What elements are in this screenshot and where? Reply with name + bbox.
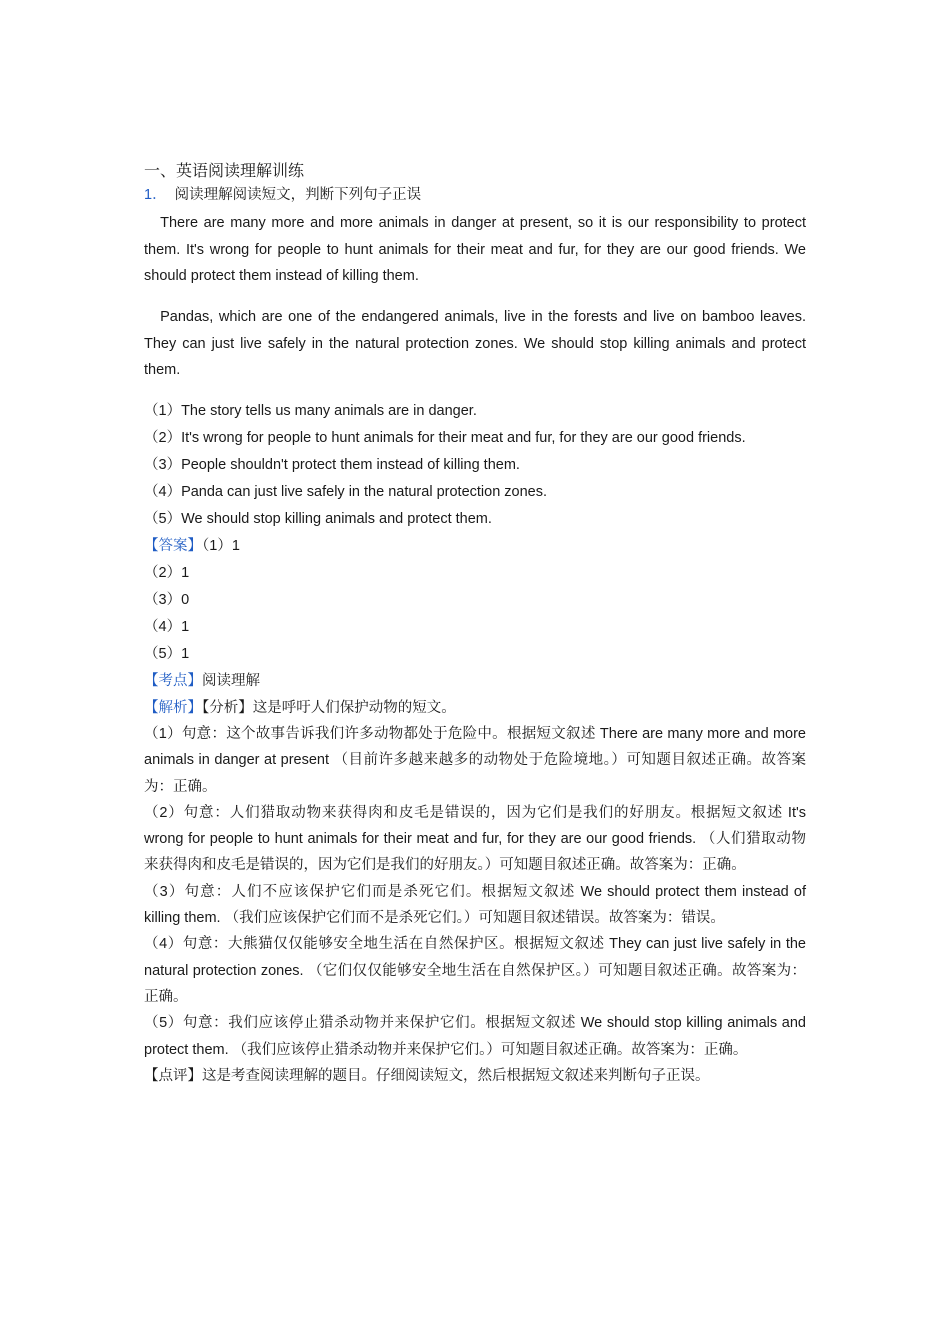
question-number: 1．: [144, 187, 167, 203]
question-instruction: 阅读理解阅读短文，判断下列句子正误: [174, 187, 422, 203]
solution-1: （1）句意：这个故事告诉我们许多动物都处于危险中。根据短文叙述 There are many more and more animals in danger at present （目前许多越来越多的动物处于危险境地。）可知题目叙述正确。故答案为：正确。: [144, 726, 806, 795]
answer-row: [144, 533, 806, 560]
statement-5: （5）We should stop killing animals and protect them.: [144, 511, 492, 527]
section-title: 一、英语阅读理解训练: [144, 161, 305, 180]
answer-4: （4）1: [144, 619, 190, 635]
jiexi-row: [144, 695, 806, 721]
kaodian-label: 【考点】: [144, 673, 202, 689]
dianping-row: 【点评】这是考查阅读理解的题目。仔细阅读短文，然后根据短文叙述来判断句子正误。: [144, 1067, 710, 1084]
question-header: [144, 184, 806, 206]
passage-paragraph-1: There are many more and more animals in danger at present, so it is our responsibility to protect them. It's wrong for people to hunt animals for their meat and fur, for they are our good friends. We should protect them instead of killing them.: [144, 215, 806, 284]
solution-5: （5）句意：我们应该停止猎杀动物并来保护它们。根据短文叙述 We should stop killing animals and protect them. （我们应该停止猎杀动物并来保护它们。）可知题目叙述正确。故答案为：正确。: [144, 1015, 806, 1058]
answer-label: 【答案】: [144, 538, 202, 554]
jiexi-label: 【解析】: [144, 700, 202, 716]
solution-3: （3）句意：人们不应该保护它们而是杀死它们。根据短文叙述 We should protect them instead of killing them. （我们应该保护它们而不是杀死它们。）可知题目叙述错误。故答案为：错误。: [144, 883, 806, 927]
passage-paragraph-2: Pandas, which are one of the endangered animals, live in the forests and live on bamboo leaves. They can just live safely in the natural protection zones. We should stop killing animals and protect them.: [144, 309, 806, 378]
statement-4: （4）Panda can just live safely in the natural protection zones.: [144, 484, 548, 500]
kaodian-text: 阅读理解: [202, 673, 260, 689]
answer-1: （1）1: [202, 538, 240, 554]
answer-3: （3）0: [144, 592, 190, 608]
solution-2: （2）句意：人们猎取动物来获得肉和皮毛是错误的，因为它们是我们的好朋友。根据短文叙述 It's wrong for people to hunt animals for their meat and fur, for they are our good friends. （人们猎取动物来获得肉和皮毛是错误的，因为它们是我们的好朋友。）可知题目叙述正确。故答案为：正确。: [144, 804, 806, 874]
document-page: [144, 158, 806, 1089]
statement-2: （2）It's wrong for people to hunt animals for their meat and fur, for they are our good friends.: [144, 430, 746, 446]
answer-2: （2）1: [144, 565, 190, 581]
answer-5: （5）1: [144, 646, 190, 662]
solution-4: （4）句意：大熊猫仅仅能够安全地生活在自然保护区。根据短文叙述 They can just live safely in the natural protection zones. （它们仅仅能够安全地生活在自然保护区。）可知题目叙述正确。故答案为：正确。: [144, 936, 806, 1005]
jiexi-intro: 【分析】这是呼吁人们保护动物的短文。: [202, 700, 456, 716]
kaodian-row: [144, 668, 806, 695]
statement-3: （3）People shouldn't protect them instead of killing them.: [144, 457, 520, 473]
statement-1: （1）The story tells us many animals are in danger.: [144, 403, 477, 419]
